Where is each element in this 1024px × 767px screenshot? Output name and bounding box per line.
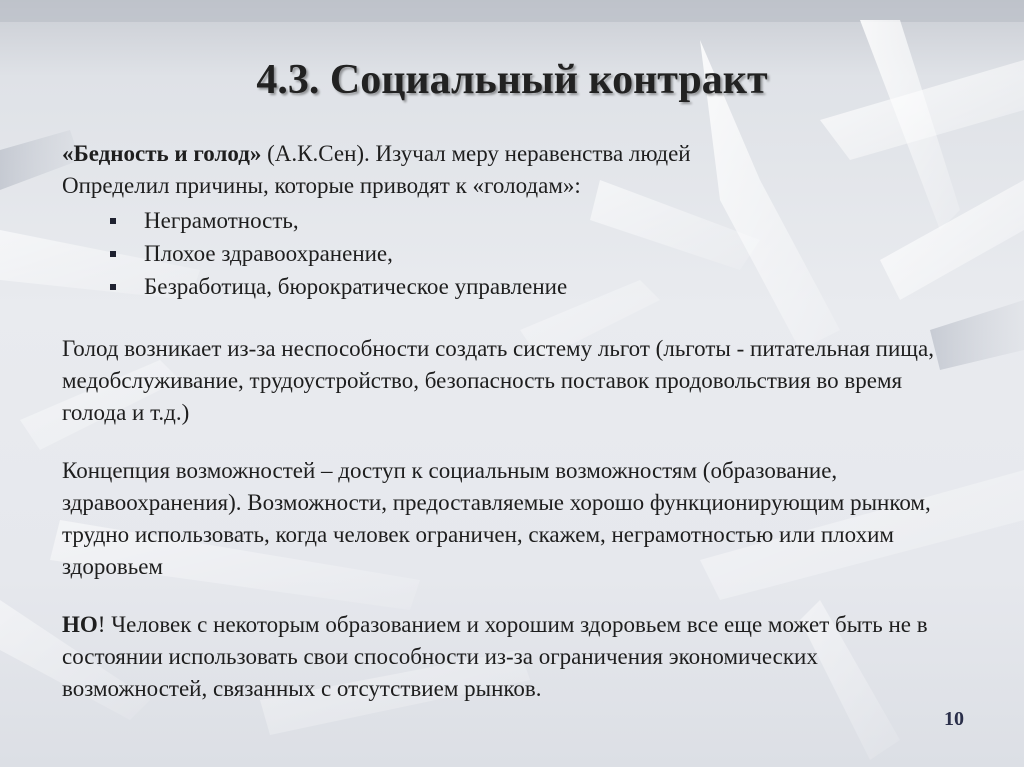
slide-title: 4.3. Социальный контракт [256, 57, 768, 103]
list-item [110, 204, 962, 237]
bullet-square-icon [110, 251, 116, 257]
slide-body [62, 138, 962, 705]
hunger-paragraph: Голод возникает из-за неспособности создать систему льгот (льготы - питательная пища, медобслуживание, трудоустройство, безопасность поставок продовольствия во время голода и т.д.) [62, 336, 934, 425]
list-item [110, 270, 962, 303]
cause-text: Плохое здравоохранение, [144, 241, 393, 266]
cause-text: Безработица, бюрократическое управление [144, 274, 568, 299]
intro-line-2: Определил причины, которые приводят к «голодам»: [62, 173, 581, 198]
work-title: «Бедность и голод» [62, 141, 262, 166]
but-paragraph [62, 609, 962, 705]
but-text: ! Человек с некоторым образованием и хорошим здоровьем все еще может быть не в состоянии использовать свои способности из-за ограничения экономических возможностей, связанных с отсутствием рынков. [62, 612, 928, 701]
causes-list [110, 204, 962, 303]
list-item [110, 237, 962, 270]
bullet-square-icon [110, 284, 116, 290]
page-number: 10 [944, 708, 964, 730]
capabilities-paragraph: Концепция возможностей – доступ к социальным возможностям (образование, здравоохранения). Возможности, предоставляемые хорошо функционирующим рынком, трудно использовать, когда человек ограничен, скажем, неграмотностью или плохим здоровьем [62, 458, 931, 579]
bullet-square-icon [110, 218, 116, 224]
intro-line-1 [62, 138, 962, 170]
author-note: (А.К.Сен). Изучал меру неравенства людей [261, 141, 691, 166]
but-emphasis: НО [62, 612, 98, 637]
cause-text: Неграмотность, [144, 208, 299, 233]
